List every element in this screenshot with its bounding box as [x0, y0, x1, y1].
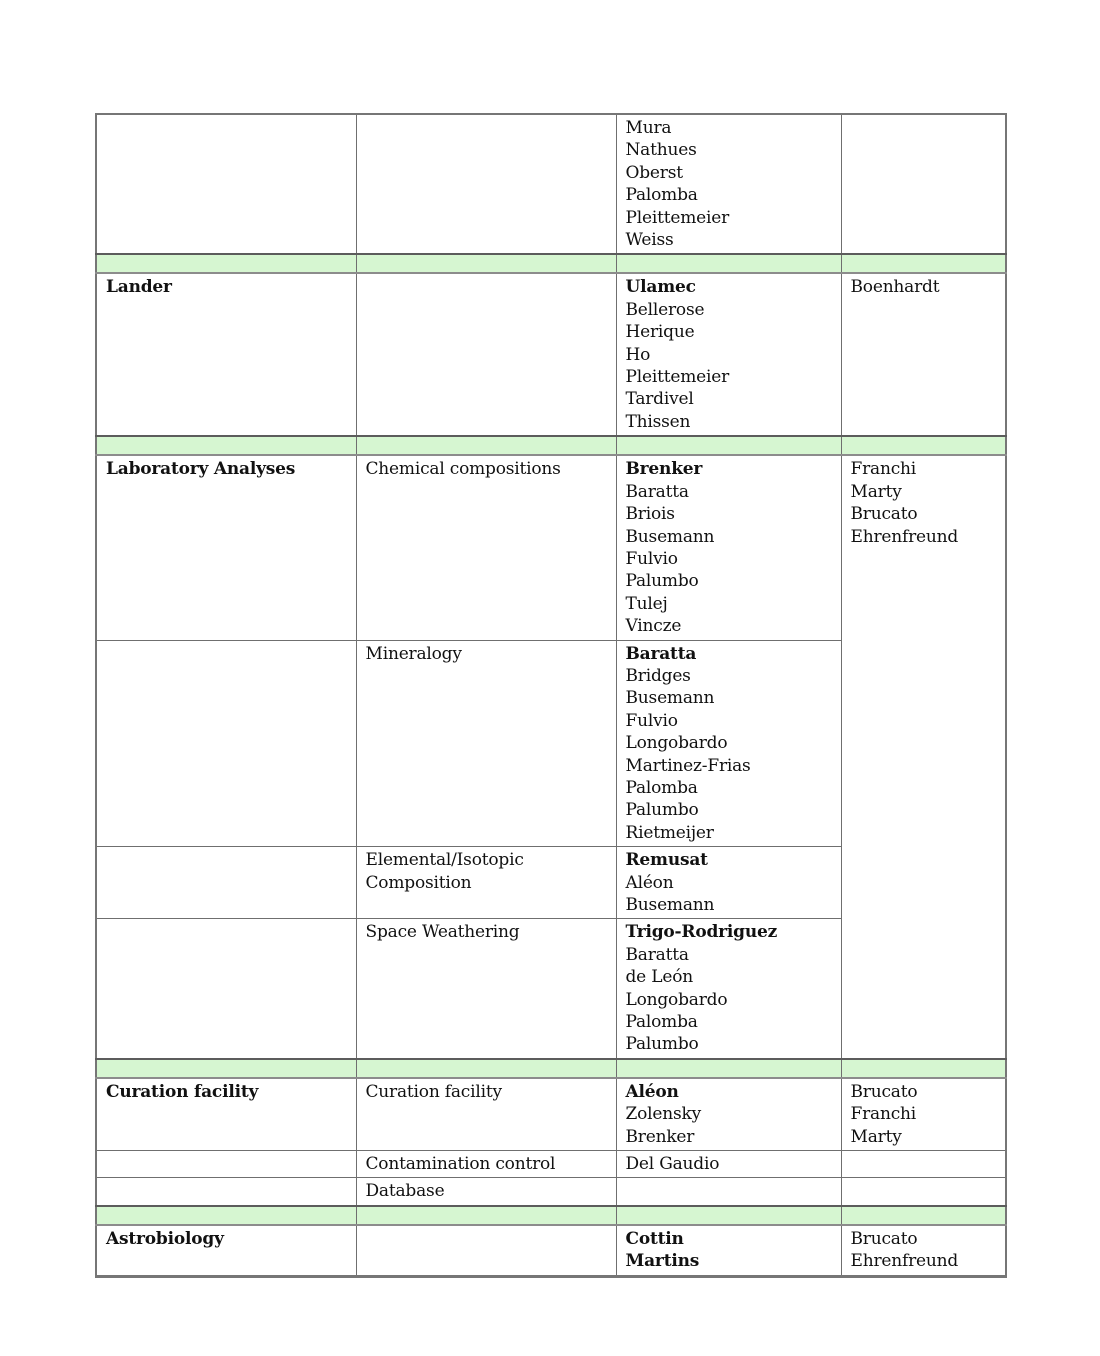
- separator-cell: [616, 254, 841, 273]
- table-row: [96, 1225, 1006, 1276]
- member-name: Remusat: [625, 850, 708, 871]
- separator-cell: [841, 1206, 1006, 1225]
- subtopic-cell: [356, 1078, 616, 1151]
- advisors-cell: [841, 1151, 1006, 1178]
- table-row: [96, 273, 1006, 436]
- members-cell: [616, 1078, 841, 1151]
- member-name: de León: [625, 967, 693, 988]
- member-name: Vincze: [625, 616, 682, 637]
- separator-cell: [96, 1059, 356, 1078]
- separator-cell: [616, 1206, 841, 1225]
- subtopic-cell: [356, 273, 616, 436]
- separator-cell: [616, 1059, 841, 1078]
- subtopic-cell: [356, 640, 616, 847]
- subtopic-label: Elemental/Isotopic Composition: [365, 850, 524, 893]
- member-name: Brenker: [625, 459, 703, 480]
- separator-cell: [96, 254, 356, 273]
- topic-cell: [96, 1151, 356, 1178]
- separator-row: [96, 436, 1006, 455]
- member-name: Fulvio: [625, 710, 678, 731]
- advisors-cell: [841, 1078, 1006, 1151]
- members-cell: [616, 1178, 841, 1206]
- members-cell: [616, 640, 841, 847]
- member-name: Thissen: [625, 411, 691, 432]
- subtopic-label: Curation facility: [365, 1081, 502, 1102]
- member-name: Nathues: [625, 140, 697, 161]
- separator-cell: [356, 254, 616, 273]
- member-name: Mura: [625, 118, 672, 138]
- members-cell: [616, 455, 841, 640]
- topic-cell: [96, 640, 356, 847]
- separator-cell: [356, 436, 616, 455]
- member-name: Ulamec: [625, 277, 696, 298]
- member-name: Baratta: [625, 643, 697, 664]
- subtopic-label: Mineralogy: [365, 643, 462, 664]
- topic-cell: [96, 919, 356, 1059]
- member-name: Pleittemeier: [625, 367, 730, 388]
- advisor-name: Ehrenfreund: [850, 1251, 959, 1272]
- table-row: [96, 1151, 1006, 1178]
- advisor-name: Boenhardt: [850, 277, 940, 298]
- table-row: [96, 1078, 1006, 1151]
- member-name: Bellerose: [625, 299, 705, 320]
- members-cell: [616, 919, 841, 1059]
- separator-cell: [356, 1206, 616, 1225]
- topic-label: Lander: [106, 277, 172, 298]
- member-name: Longobardo: [625, 733, 728, 754]
- separator-cell: [841, 1059, 1006, 1078]
- advisor-name: Franchi: [850, 459, 917, 480]
- separator-row: [96, 1059, 1006, 1078]
- members-cell: [616, 1151, 841, 1178]
- member-name: Busemann: [625, 688, 715, 709]
- advisor-name: Marty: [850, 481, 902, 502]
- advisors-cell: [841, 273, 1006, 436]
- topic-label: Curation facility: [106, 1081, 259, 1102]
- advisor-name: Ehrenfreund: [850, 526, 959, 547]
- member-name: Aléon: [625, 872, 674, 893]
- separator-cell: [96, 436, 356, 455]
- member-name: Rietmeijer: [625, 822, 714, 843]
- members-cell: [616, 273, 841, 436]
- topic-cell: [96, 1225, 356, 1276]
- advisor-name: Brucato: [850, 1228, 918, 1249]
- member-name: Tulej: [625, 593, 668, 614]
- member-name: Baratta: [625, 944, 689, 965]
- advisor-name: Marty: [850, 1126, 902, 1147]
- member-name: Bridges: [625, 665, 691, 686]
- separator-cell: [841, 436, 1006, 455]
- members-cell: [616, 847, 841, 919]
- member-name: Palomba: [625, 1012, 698, 1033]
- member-name: Palumbo: [625, 1034, 699, 1055]
- member-name: Trigo-Rodriguez: [625, 922, 778, 943]
- member-name: Weiss: [625, 230, 674, 251]
- subtopic-cell: [356, 455, 616, 640]
- member-name: Palomba: [625, 777, 698, 798]
- member-name: Longobardo: [625, 989, 728, 1010]
- member-name: Herique: [625, 322, 695, 343]
- advisors-cell: [841, 1178, 1006, 1206]
- member-name: Oberst: [625, 162, 683, 183]
- separator-row: [96, 254, 1006, 273]
- members-cell: [616, 1225, 841, 1276]
- member-name: Palomba: [625, 185, 698, 206]
- member-name: Ho: [625, 344, 651, 365]
- separator-cell: [96, 1206, 356, 1225]
- topic-cell: [96, 847, 356, 919]
- topic-cell: [96, 114, 356, 254]
- member-name: Aléon: [625, 1081, 679, 1102]
- advisor-name: Brucato: [850, 1081, 918, 1102]
- member-name: Palumbo: [625, 800, 699, 821]
- member-name: Brenker: [625, 1126, 695, 1147]
- member-name: Palumbo: [625, 571, 699, 592]
- member-name: Baratta: [625, 481, 689, 502]
- advisors-cell: [841, 114, 1006, 254]
- topic-cell: [96, 455, 356, 640]
- member-name: Martinez-Frias: [625, 755, 751, 776]
- advisor-name: Brucato: [850, 504, 918, 525]
- member-name: Del Gaudio: [625, 1154, 720, 1175]
- topic-cell: [96, 1178, 356, 1206]
- subtopic-label: Contamination control: [365, 1154, 556, 1175]
- member-name: Fulvio: [625, 548, 678, 569]
- member-name: Zolensky: [625, 1104, 702, 1125]
- advisors-cell: [841, 455, 1006, 1059]
- topic-cell: [96, 273, 356, 436]
- separator-cell: [616, 436, 841, 455]
- advisor-name: Franchi: [850, 1104, 917, 1125]
- member-name: Martins: [625, 1251, 700, 1272]
- table-row: [96, 455, 1006, 640]
- subtopic-cell: [356, 1151, 616, 1178]
- member-name: Cottin: [625, 1228, 684, 1249]
- working-groups-table: [95, 113, 1007, 1278]
- subtopic-label: Database: [365, 1181, 445, 1202]
- subtopic-cell: [356, 114, 616, 254]
- member-name: Pleittemeier: [625, 207, 730, 228]
- advisors-cell: [841, 1225, 1006, 1276]
- separator-row: [96, 1206, 1006, 1225]
- subtopic-cell: [356, 847, 616, 919]
- topic-label: Laboratory Analyses: [106, 459, 296, 480]
- separator-cell: [356, 1059, 616, 1078]
- separator-cell: [841, 254, 1006, 273]
- member-name: Busemann: [625, 895, 715, 915]
- table-row: [96, 1178, 1006, 1206]
- member-name: Briois: [625, 504, 675, 525]
- subtopic-cell: [356, 919, 616, 1059]
- members-cell: [616, 114, 841, 254]
- topic-cell: [96, 1078, 356, 1151]
- topic-label: Astrobiology: [106, 1228, 224, 1249]
- subtopic-label: Chemical compositions: [365, 459, 561, 480]
- table-row: [96, 114, 1006, 254]
- member-name: Busemann: [625, 526, 715, 547]
- subtopic-cell: [356, 1178, 616, 1206]
- member-name: Tardivel: [625, 389, 694, 410]
- subtopic-cell: [356, 1225, 616, 1276]
- subtopic-label: Space Weathering: [365, 922, 520, 943]
